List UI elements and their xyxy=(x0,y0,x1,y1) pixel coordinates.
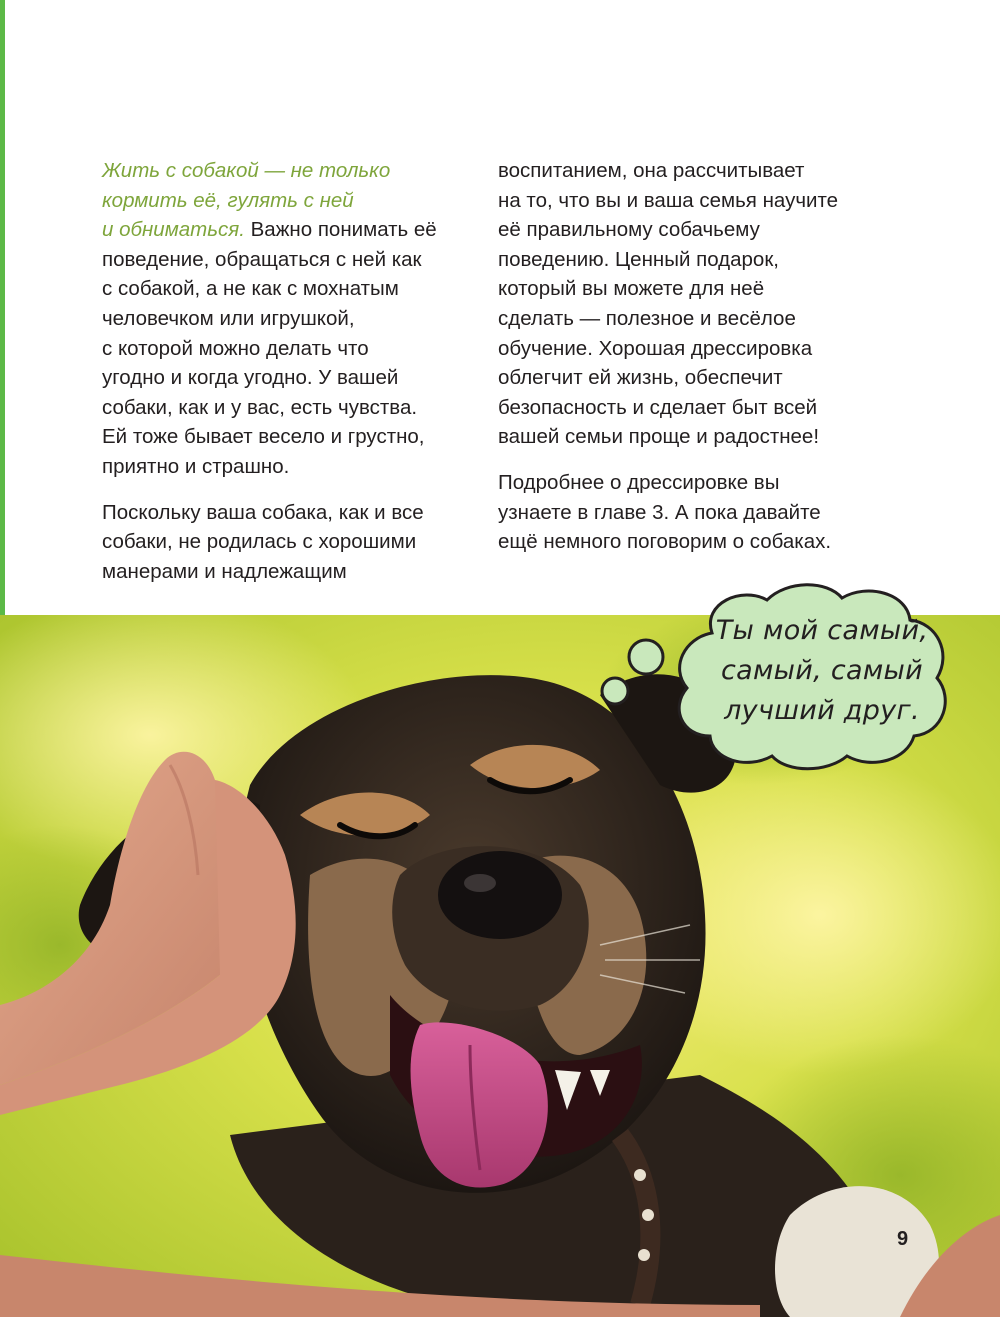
thought-bubble xyxy=(592,578,957,773)
text-line: Ей тоже бывает весело и грустно, xyxy=(102,425,425,449)
paragraph xyxy=(102,156,462,482)
text-line: на то, что вы и ваша семья научите xyxy=(498,188,839,212)
thought-bubble-text xyxy=(702,611,942,731)
text-line: её правильному собачьему xyxy=(498,218,760,242)
text-line: человечком или игрушкой, xyxy=(102,306,355,330)
text-column-right xyxy=(498,156,868,573)
text-line: манерами и надлежащим xyxy=(102,559,347,583)
text-line: с которой можно делать что xyxy=(102,336,369,360)
text-line: вашей семьи проще и радостнее! xyxy=(498,425,820,449)
text-line: угодно и когда угодно. У вашей xyxy=(102,366,399,390)
text-line xyxy=(102,215,462,245)
paragraph xyxy=(498,156,868,452)
text-line: собаки, не родилась с хорошими xyxy=(102,530,417,554)
text-line: приятно и страшно. xyxy=(102,454,290,478)
lead-line: и обниматься. xyxy=(102,218,245,242)
text-fragment: Важно понимать её xyxy=(244,218,437,242)
lead-line: Жить с собакой — не только xyxy=(102,159,391,182)
text-line: сделать — полезное и весёлое xyxy=(498,306,796,330)
text-line: поведение, обращаться с ней как xyxy=(102,247,422,271)
text-line: воспитанием, она рассчитывает xyxy=(498,159,805,182)
lead-line: кормить её, гулять с ней xyxy=(102,188,354,212)
text-line: собаки, как и у вас, есть чувства. xyxy=(102,395,418,419)
thought-line: самый, самый xyxy=(720,655,923,686)
paragraph xyxy=(102,498,462,587)
page-number: 9 xyxy=(897,1228,909,1250)
green-edge-strip xyxy=(0,0,5,615)
text-line: поведению. Ценный подарок, xyxy=(498,247,779,271)
text-line: узнаете в главе 3. А пока давайте xyxy=(498,500,821,524)
text-line: обучение. Хорошая дрессировка xyxy=(498,336,813,360)
text-line: с собакой, а не как с мохнатым xyxy=(102,277,399,301)
text-line: ещё немного поговорим о собаках. xyxy=(498,530,832,554)
thought-line: Ты мой самый, xyxy=(715,615,929,646)
paragraph xyxy=(498,468,868,557)
text-line: который вы можете для неё xyxy=(498,277,765,301)
text-line: облегчит ей жизнь, обеспечит xyxy=(498,366,783,390)
thought-line: лучший друг. xyxy=(724,695,920,726)
text-line: Поскольку ваша собака, как и все xyxy=(102,500,424,524)
text-line: безопасность и сделает быт всей xyxy=(498,395,818,419)
text-column-left xyxy=(102,156,462,602)
text-line: Подробнее о дрессировке вы xyxy=(498,470,780,494)
